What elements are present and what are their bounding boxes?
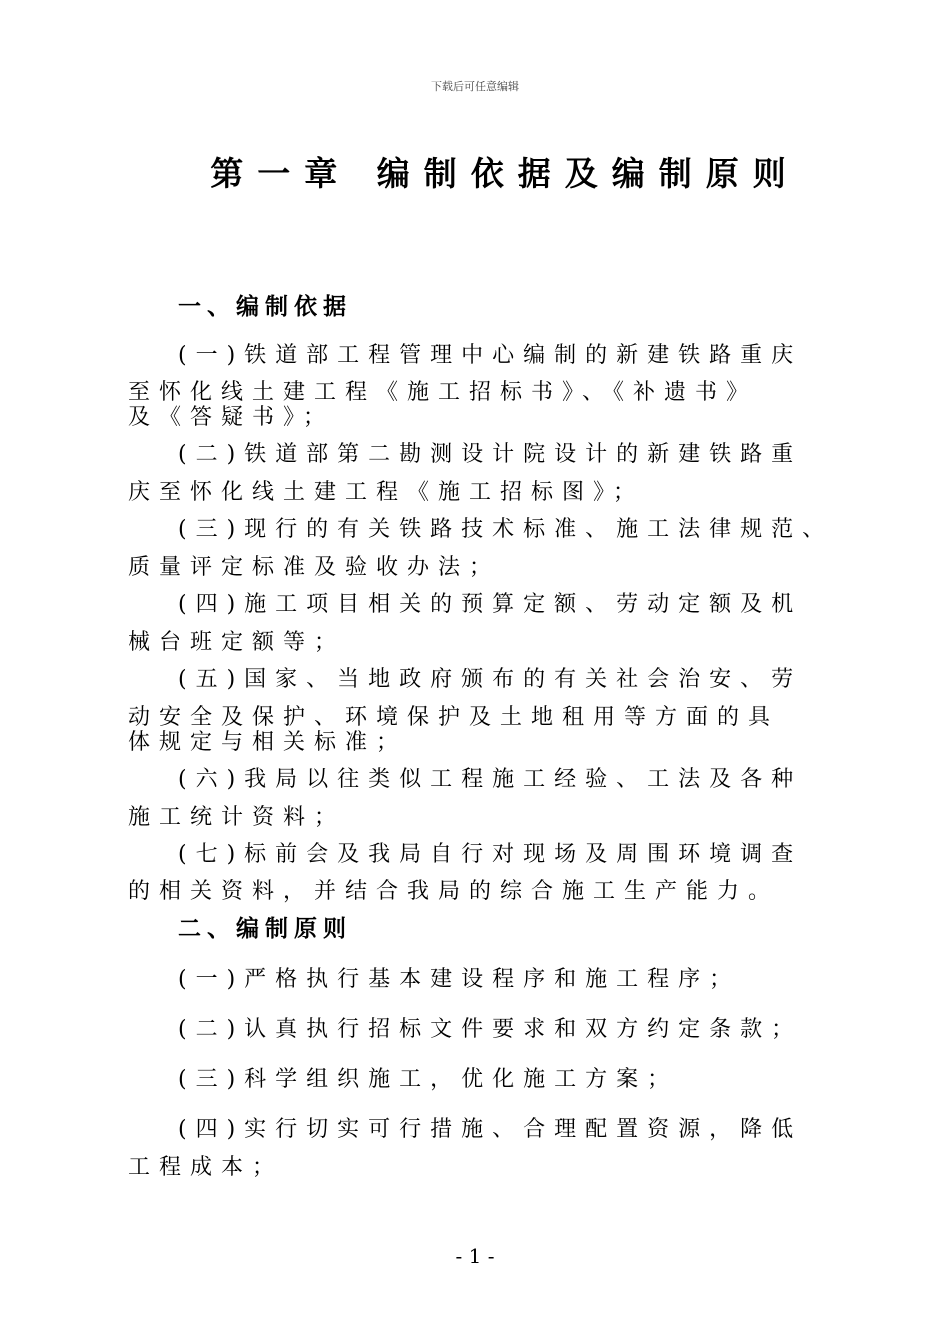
basis-item-4-line-1: (四)施工项目相关的预算定额、劳动定额及机 [178,592,803,617]
section-heading-basis: 一、编制依据 [178,294,352,320]
basis-item-5-line-3: 体规定与相关标准； [128,730,408,755]
basis-item-1-line-1: (一)铁道部工程管理中心编制的新建铁路重庆 [178,343,803,368]
section-heading-principles: 二、编制原则 [178,916,352,942]
header-note: 下载后可任意编辑 [431,80,519,93]
basis-item-1-line-3: 及《答疑书》； [128,405,335,430]
principle-item-1: (一)严格执行基本建设程序和施工程序； [178,967,741,992]
page-number: - 1 - [455,1244,495,1268]
basis-item-1-line-2: 至怀化线土建工程《施工招标书》、《补遗书》 [128,380,758,405]
principle-item-4-line-2: 工程成本； [128,1155,284,1180]
basis-item-7-line-1: (七)标前会及我局自行对现场及周围环境调查 [178,842,803,867]
basis-item-6-line-1: (六)我局以往类似工程施工经验、工法及各种 [178,767,803,792]
basis-item-2-line-1: (二)铁道部第二勘测设计院设计的新建铁路重 [178,442,803,467]
principle-item-4-line-1: (四)实行切实可行措施、合理配置资源，降低 [178,1117,803,1142]
chapter-title: 第一章 编制依据及编制原则 [210,154,800,193]
basis-item-5-line-2: 动安全及保护、环境保护及土地租用等方面的具 [128,705,780,730]
basis-item-3-line-2: 质量评定标准及验收办法； [128,555,501,580]
basis-item-7-line-2: 的相关资料，并结合我局的综合施工生产能力。 [128,879,780,904]
basis-item-2-line-2: 庆至怀化线土建工程《施工招标图》； [128,480,645,505]
basis-item-5-line-1: (五)国家、当地政府颁布的有关社会治安、劳 [178,667,803,692]
basis-item-3-line-1: (三)现行的有关铁路技术标准、施工法律规范、 [178,517,834,542]
principle-item-3: (三)科学组织施工，优化施工方案； [178,1067,679,1092]
basis-item-4-line-2: 械台班定额等； [128,630,346,655]
basis-item-6-line-2: 施工统计资料； [128,805,346,830]
principle-item-2: (二)认真执行招标文件要求和双方约定条款； [178,1017,803,1042]
